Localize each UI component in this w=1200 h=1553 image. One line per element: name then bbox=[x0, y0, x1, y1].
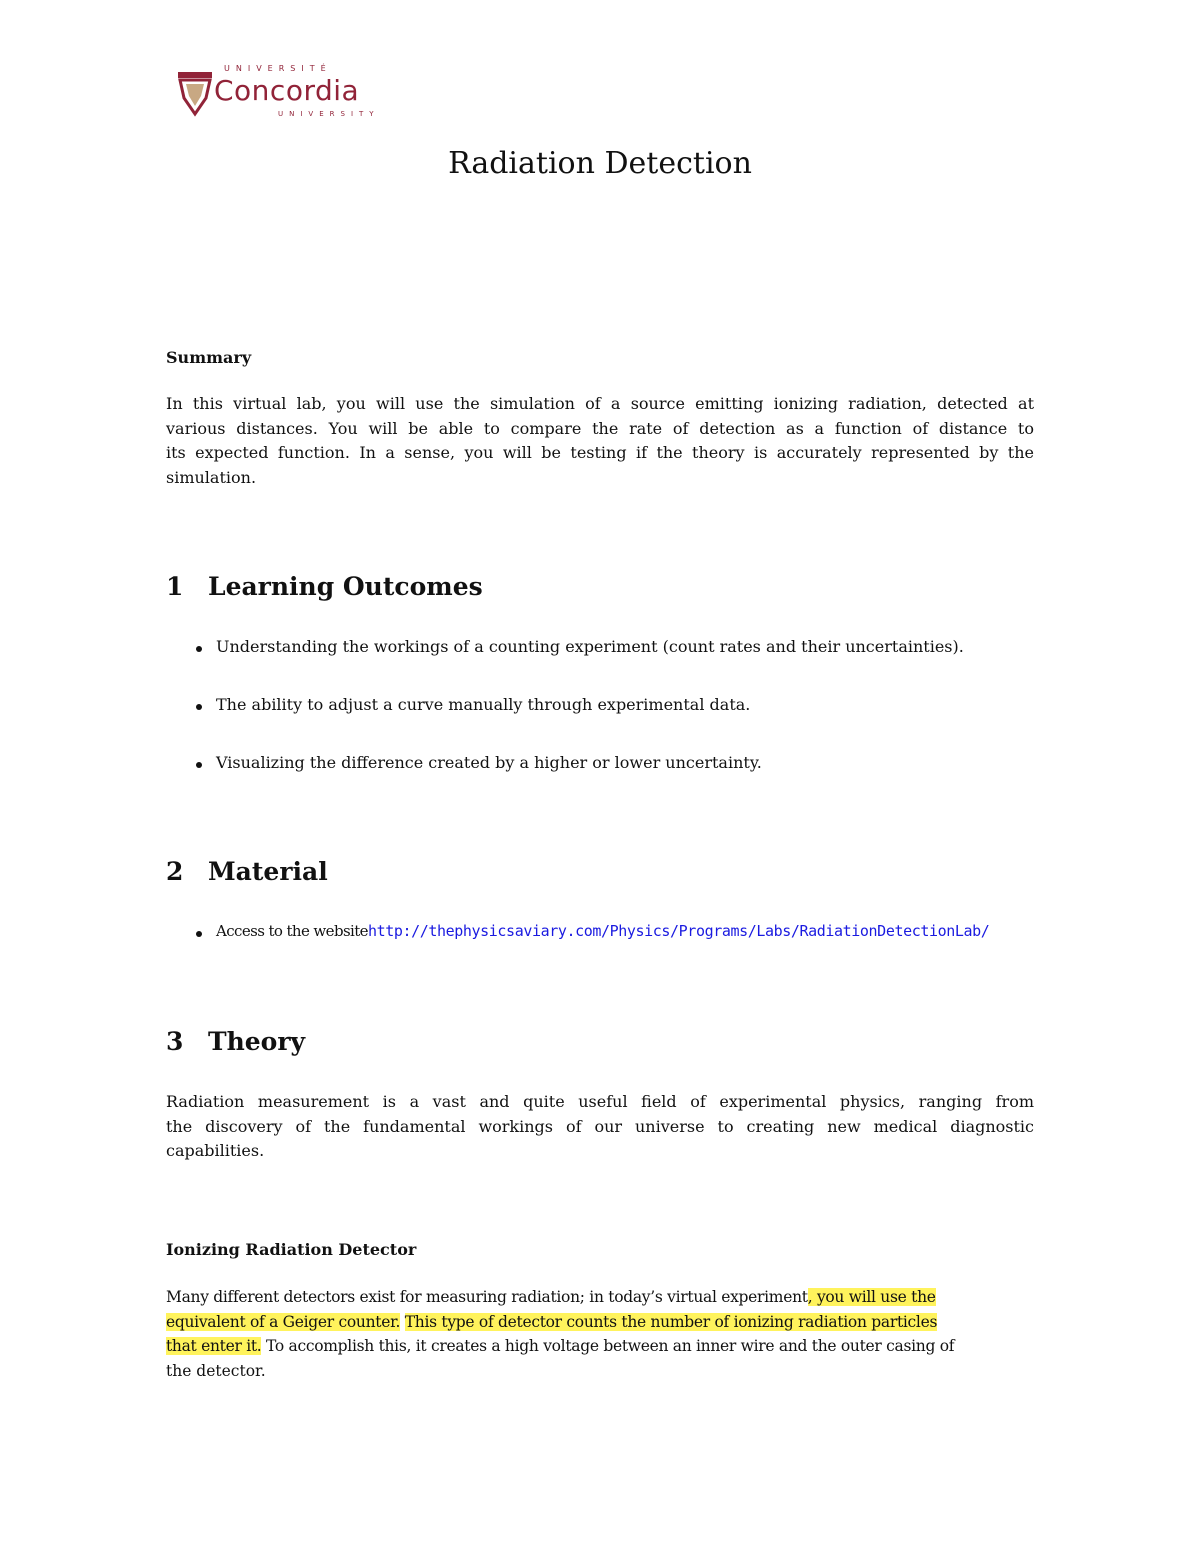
summary-line: its expected function. In a sense, you will be testing if the theory is accurately represented by the bbox=[166, 443, 1034, 462]
website-link[interactable]: http://thephysicsaviary.com/Physics/Programs/Labs/RadiationDetectionLab/ bbox=[367, 922, 990, 940]
logo-top-text: UNIVERSITÉ bbox=[224, 64, 332, 73]
bullet-icon bbox=[196, 646, 202, 652]
detector-line: the detector. bbox=[166, 1361, 266, 1380]
summary-line: various distances. You will be able to compare the rate of detection as a function of distance to bbox=[166, 418, 1034, 438]
detector-line: Many different detectors exist for measuring radiation; in today’s virtual experiment, you will use the bbox=[166, 1288, 936, 1306]
section-title: Material bbox=[208, 857, 328, 886]
summary-paragraph bbox=[166, 392, 1034, 490]
section-material-heading bbox=[166, 857, 328, 886]
section-title: Theory bbox=[208, 1027, 306, 1056]
highlight: , you will use the bbox=[807, 1288, 936, 1306]
detector-heading: Ionizing Radiation Detector bbox=[166, 1240, 417, 1259]
concordia-logo bbox=[172, 64, 387, 124]
theory-paragraph bbox=[166, 1090, 1034, 1164]
section-number: 1 bbox=[166, 572, 184, 601]
highlight: This type of detector counts the number of ionizing radiation particles bbox=[404, 1312, 938, 1331]
detector-line: that enter it. To accomplish this, it creates a high voltage between an inner wire and the outer casing of bbox=[166, 1337, 955, 1355]
logo-wordmark: Concordia bbox=[214, 74, 360, 107]
document-title: Radiation Detection bbox=[448, 146, 752, 181]
section-number: 3 bbox=[166, 1027, 184, 1056]
bullet-icon bbox=[196, 704, 202, 710]
theory-line: the discovery of the fundamental workings of our universe to creating new medical diagnostic bbox=[166, 1116, 1034, 1136]
logo-bottom-text: UNIVERSITY bbox=[278, 110, 380, 118]
detector-paragraph bbox=[166, 1285, 1034, 1383]
theory-line: capabilities. bbox=[166, 1141, 265, 1160]
summary-line: In this virtual lab, you will use the simulation of a source emitting ionizing radiation, detected at bbox=[166, 394, 1034, 413]
bullet-icon bbox=[196, 931, 202, 937]
highlight: that enter it. bbox=[166, 1337, 262, 1355]
section-title: Learning Outcomes bbox=[208, 572, 483, 601]
concordia-crest-icon bbox=[176, 68, 214, 118]
highlight: equivalent of a Geiger counter. bbox=[166, 1312, 401, 1331]
summary-heading: Summary bbox=[166, 348, 252, 367]
detector-line bbox=[166, 1310, 1034, 1335]
section-theory-heading bbox=[166, 1027, 305, 1056]
section-learning-outcomes-heading bbox=[166, 572, 483, 601]
material-label: Access to the website bbox=[216, 922, 368, 940]
section-number: 2 bbox=[166, 857, 184, 886]
bullet-icon bbox=[196, 762, 202, 768]
summary-line: simulation. bbox=[166, 467, 257, 487]
theory-line: Radiation measurement is a vast and quite useful field of experimental physics, ranging from bbox=[166, 1092, 1034, 1111]
